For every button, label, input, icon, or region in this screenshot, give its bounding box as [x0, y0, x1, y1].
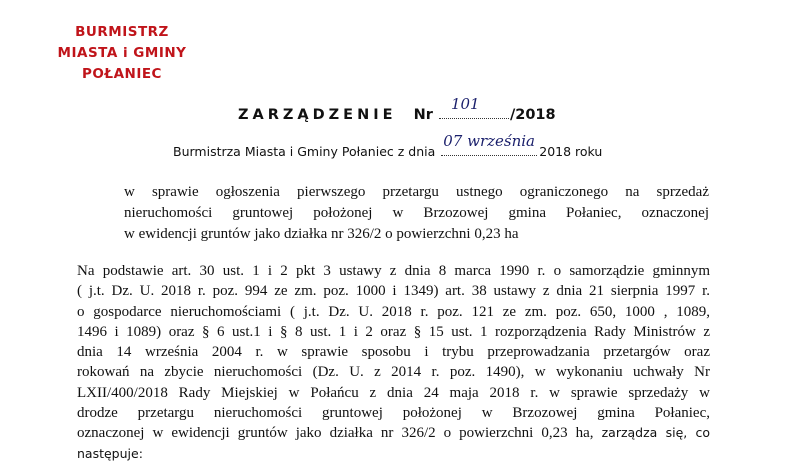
document-subtitle [173, 132, 603, 159]
legal-basis-line: Na podstawie art. 30 ust. 1 i 2 pkt 3 ustawy z dnia 8 marca 1990 r. o samorządzie gminnym [77, 263, 710, 279]
subject-line: w ewidencji gruntów jako działka nr 326/2 o powierzchni 0,23 ha [124, 226, 519, 242]
stamp-line-title: BURMISTRZ [75, 24, 169, 40]
legal-basis-line: dnia 14 września 2004 r. w sprawie sposobu i trybu przeprowadzania przetargów oraz [77, 344, 710, 361]
document-title [238, 95, 556, 123]
legal-basis-line-mixed [77, 423, 710, 443]
legal-basis-line: rokowań na zbycie nieruchomości (Dz. U. z 2014 r. poz. 1490), w wykonaniu uchwały Nr [77, 364, 710, 381]
title-nr-label: Nr [413, 107, 433, 123]
legal-basis-closing: następuje: [77, 445, 143, 461]
legal-basis-line: drodze przetargu nieruchomości gruntowej położonej w Brzozowej gmina Połaniec, [77, 405, 710, 422]
title-year-suffix: /2018 [509, 107, 556, 123]
date-fill-field [441, 132, 537, 156]
legal-basis-line: o gospodarce nieruchomościami ( j.t. Dz. U. 2018 r. poz. 121 ze zm. poz. 650, 1000 , 1089, [77, 303, 710, 320]
subtitle-year: 2018 [539, 144, 572, 159]
stamp-line-municipality: MIASTA i GMINY [57, 45, 187, 61]
title-word: ZARZĄDZENIE [238, 107, 397, 123]
legal-basis-line: 1496 i 1089) oraz § 6 ust.1 i § 8 ust. 1 i 2 oraz § 15 ust. 1 rozporządzenia Rady Ministrów z [77, 323, 710, 340]
subject-paragraph [124, 182, 709, 245]
subject-line: w sprawie ogłoszenia pierwszego przetargu ustnego ograniczonego na sprzedaż [124, 184, 709, 200]
handwritten-date: 07 września [443, 132, 535, 150]
subtitle-prefix: Burmistrza Miasta i Gminy Połaniec z dnia [173, 144, 436, 159]
legal-basis-line: LXII/400/2018 Rady Miejskiej w Połańcu z dnia 24 maja 2018 r. w sprawie sprzedaży w [77, 384, 710, 401]
official-stamp [52, 22, 192, 85]
legal-basis-decree-phrase: zarządza się, co [601, 425, 710, 441]
number-fill-field [439, 95, 509, 119]
subtitle-suffix: roku [575, 144, 603, 159]
legal-basis-serif-part: oznaczonej w ewidencji gruntów jako działka nr 326/2 o powierzchni 0,23 ha, [77, 425, 594, 442]
subject-line: nieruchomości gruntowej położonej w Brzozowej gmina Połaniec, oznaczonej [124, 205, 709, 221]
legal-basis-line: ( j.t. Dz. U. 2018 r. poz. 994 ze zm. poz. 1000 i 1349) art. 38 ustawy z dnia 21 sierpnia 1997 r. [77, 283, 710, 300]
handwritten-number: 101 [450, 95, 480, 113]
stamp-line-town: POŁANIEC [82, 66, 162, 82]
legal-basis-paragraph [77, 261, 710, 464]
